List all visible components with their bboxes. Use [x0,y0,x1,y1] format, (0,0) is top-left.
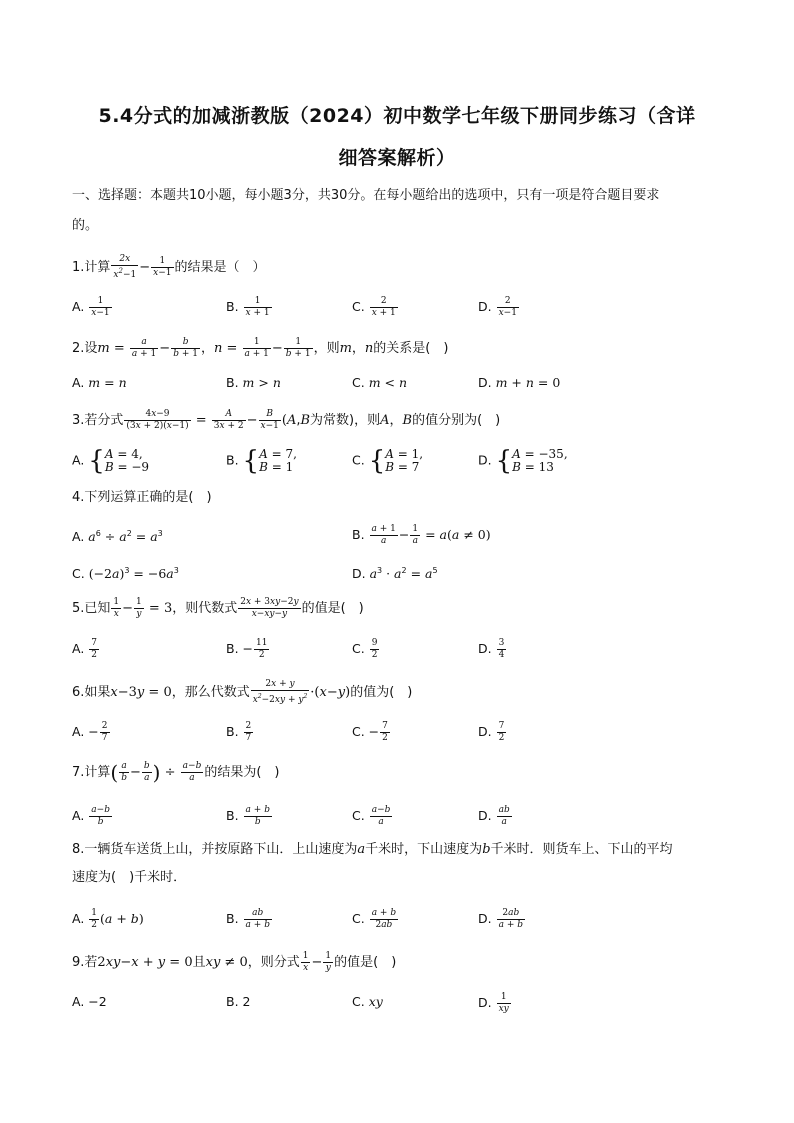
question-9: 9.若2xy−x + y = 0且xy ≠ 0，则分式 $\frac{1}{x}$ − $\frac{1}{y}$ 的值是( ) [72,951,397,973]
page-title-line2: 细答案解析） [338,147,456,169]
question-5: 5.已知 $\frac{1}{x}$ − $\frac{1}{y}$ = 3，则代数式 $\frac{2x + 3xy-2y}{x-xy-y}$ 的值是( ) [72,597,364,619]
question-3: 3.若分式 $\frac{4x-9}{(3x + 2)(x-1)}$ = $\frac{A}{3x + 2}$ − $\frac{B}{x-1}$ (A,B为常数)，则A，B的值分别为( ) [72,409,501,431]
q7-option-d[interactable]: D. $\frac{ab}{a}$ [478,805,510,827]
q4-option-d[interactable]: D. $a^3 \cdot a^2 = a^5$ [352,566,438,582]
q7-option-c[interactable]: C. $\frac{a-b}{a}$ [352,805,391,827]
q4-option-c[interactable]: C. $(-2a)^3 = -6a^3$ [72,566,179,582]
q5-option-c[interactable]: C. $\frac{9}{2}$ [352,638,378,660]
question-6: 6.如果x−3y = 0，那么代数式 $\frac{2x + y}{x^2-2xy + y^2}$ ·(x−y)的值为( ) [72,679,413,705]
question-2: 2.设m = $\frac{a}{a + 1}$ − $\frac{b}{b + 1}$ ，n = $\frac{1}{a + 1}$ − $\frac{1}{b + 1}$ ，则m，n的关系是( ) [72,337,449,359]
q8-option-b[interactable]: B. $\frac{ab}{a + b}$ [226,908,270,930]
q8-option-c[interactable]: C. $\frac{a + b}{2ab}$ [352,908,397,930]
section-instructions-line2: 的。 [72,218,99,233]
q7-option-b[interactable]: B. $\frac{a + b}{b}$ [226,805,270,827]
question-8-line1: 8.一辆货车送货上山，并按原路下山．上山速度为a千米时，下山速度为b千米时．则货车上、下山的平均 [72,842,673,857]
question-1: 1.计算 $\frac{2x}{x^2-1}$ − $\frac{1}{x-1}$ 的结果是（ ） [72,254,266,280]
q6-option-c[interactable]: C. − $\frac{7}{2}$ [352,721,388,743]
q2-option-a[interactable]: A. m = n [72,375,127,390]
q3-option-c[interactable]: C. {A = 1, B = 7 [352,446,424,476]
q4-option-b[interactable]: B. $\frac{a + 1}{a}$ − $\frac{1}{a}$ = a(a ≠ 0) [352,524,491,546]
question-7: 7.计算( $\frac{a}{b}$ − $\frac{b}{a}$ ) ÷ $\frac{a-b}{a}$ 的结果为( ) [72,760,280,785]
q9-option-a[interactable]: A. −2 [72,994,107,1009]
q3-option-a[interactable]: A. {A = 4, B = −9 [72,446,150,476]
q9-option-b[interactable]: B. 2 [226,994,251,1009]
q1-option-b[interactable]: B. $\frac{1}{x + 1}$ [226,296,270,318]
q1-option-d[interactable]: D. $\frac{2}{x-1}$ [478,296,517,318]
q1-option-a[interactable]: A. $\frac{1}{x-1}$ [72,296,110,318]
q3-option-b[interactable]: B. {A = 7, B = 1 [226,446,297,476]
q6-option-d[interactable]: D. $\frac{7}{2}$ [478,721,505,743]
q5-option-d[interactable]: D. $\frac{3}{4}$ [478,638,505,660]
question-4: 4.下列运算正确的是( ) [72,490,212,505]
q7-option-a[interactable]: A. $\frac{a-b}{b}$ [72,805,110,827]
q3-option-d[interactable]: D. {A = −35, B = 13 [478,446,568,476]
q4-option-a[interactable]: A. $a^6 \div a^2 = a^3$ [72,529,163,545]
q9-option-c[interactable]: C. xy [352,994,383,1009]
q8-option-d[interactable]: D. $\frac{2ab}{a + b}$ [478,908,523,930]
question-8-line2: 速度为( )千米时． [72,870,187,885]
page-title-line1: 5.4分式的加减浙教版（2024）初中数学七年级下册同步练习（含详 [98,105,696,127]
q5-option-b[interactable]: B. − $\frac{11}{2}$ [226,638,268,660]
q1-option-c[interactable]: C. $\frac{2}{x + 1}$ [352,296,396,318]
q9-option-d[interactable]: D. $\frac{1}{xy}$ [478,992,509,1014]
q6-option-a[interactable]: A. − $\frac{2}{7}$ [72,721,108,743]
q8-option-a[interactable]: A. $\frac{1}{2}$ (a + b) [72,908,144,930]
q2-option-c[interactable]: C. m < n [352,375,408,390]
section-instructions-line1: 一、选择题：本题共10小题，每小题3分，共30分。在每小题给出的选项中，只有一项是符合题目要求 [72,188,660,203]
q2-option-d[interactable]: D. m + n = 0 [478,375,561,390]
q5-option-a[interactable]: A. $\frac{7}{2}$ [72,638,98,660]
q6-option-b[interactable]: B. $\frac{2}{7}$ [226,721,252,743]
q2-option-b[interactable]: B. m > n [226,375,281,390]
